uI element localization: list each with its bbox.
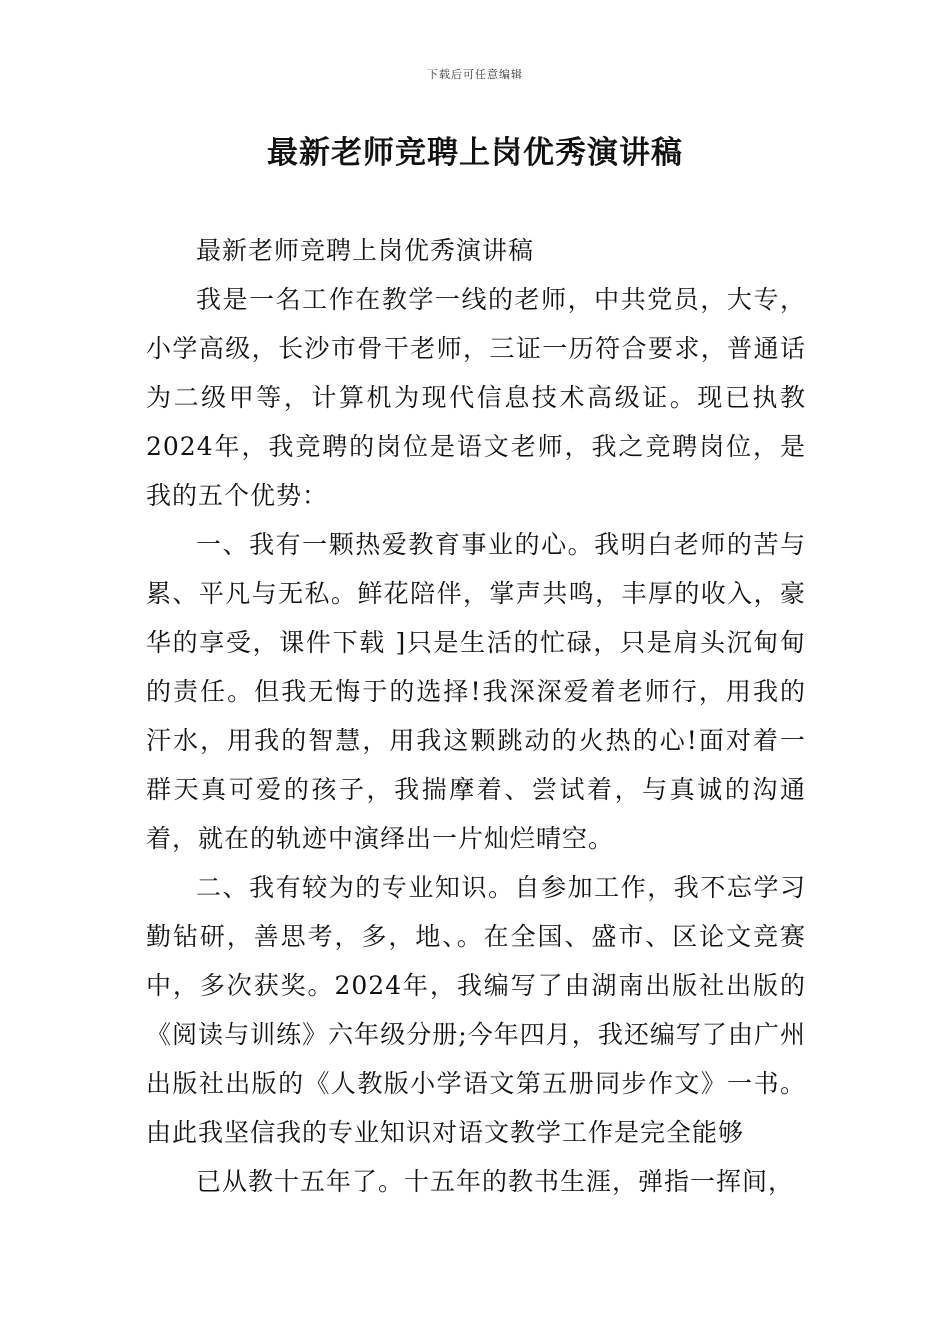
- paragraph-point-one: 一、我有一颗热爱教育事业的心。我明白老师的苦与累、平凡与无私。鲜花陪伴，掌声共鸣，丰厚的收入，豪华的享受，课件下载 ]只是生活的忙碌，只是肩头沉甸甸的责任。但我无悔于的选择!我深深爱着老师行，用我的汗水，用我的智慧，用我这颗跳动的火热的心!面对着一群天真可爱的孩子，我揣摩着、尝试着，与真诚的沟通着，就在的轨迹中演绎出一片灿烂晴空。: [146, 530, 806, 853]
- paragraph-intro: 我是一名工作在教学一线的老师，中共党员，大专，小学高级，长沙市骨干老师，三证一历符合要求，普通话为二级甲等，计算机为现代信息技术高级证。现已执教2024年，我竞聘的岗位是语文老师，我之竞聘岗位，是我的五个优势：: [146, 285, 806, 510]
- paragraph-continuation: 已从教十五年了。十五年的教书生涯，弹指一挥间，: [196, 1167, 795, 1196]
- paragraph-subtitle: 最新老师竞聘上岗优秀演讲稿: [196, 236, 535, 265]
- document-title: 最新老师竞聘上岗优秀演讲稿: [267, 135, 683, 171]
- header-note: 下载后可任意编辑: [427, 68, 523, 81]
- document-body: [146, 226, 806, 1206]
- paragraph-point-two: 二、我有较为的专业知识。自参加工作，我不忘学习勤钻研，善思考，多，地、。在全国、盛市、区论文竞赛中，多次获奖。2024年，我编写了由湖南出版社出版的《阅读与训练》六年级分册;今年四月，我还编写了由广州出版社出版的《人教版小学语文第五册同步作文》一书。由此我坚信我的专业知识对语文教学工作是完全能够: [146, 873, 806, 1147]
